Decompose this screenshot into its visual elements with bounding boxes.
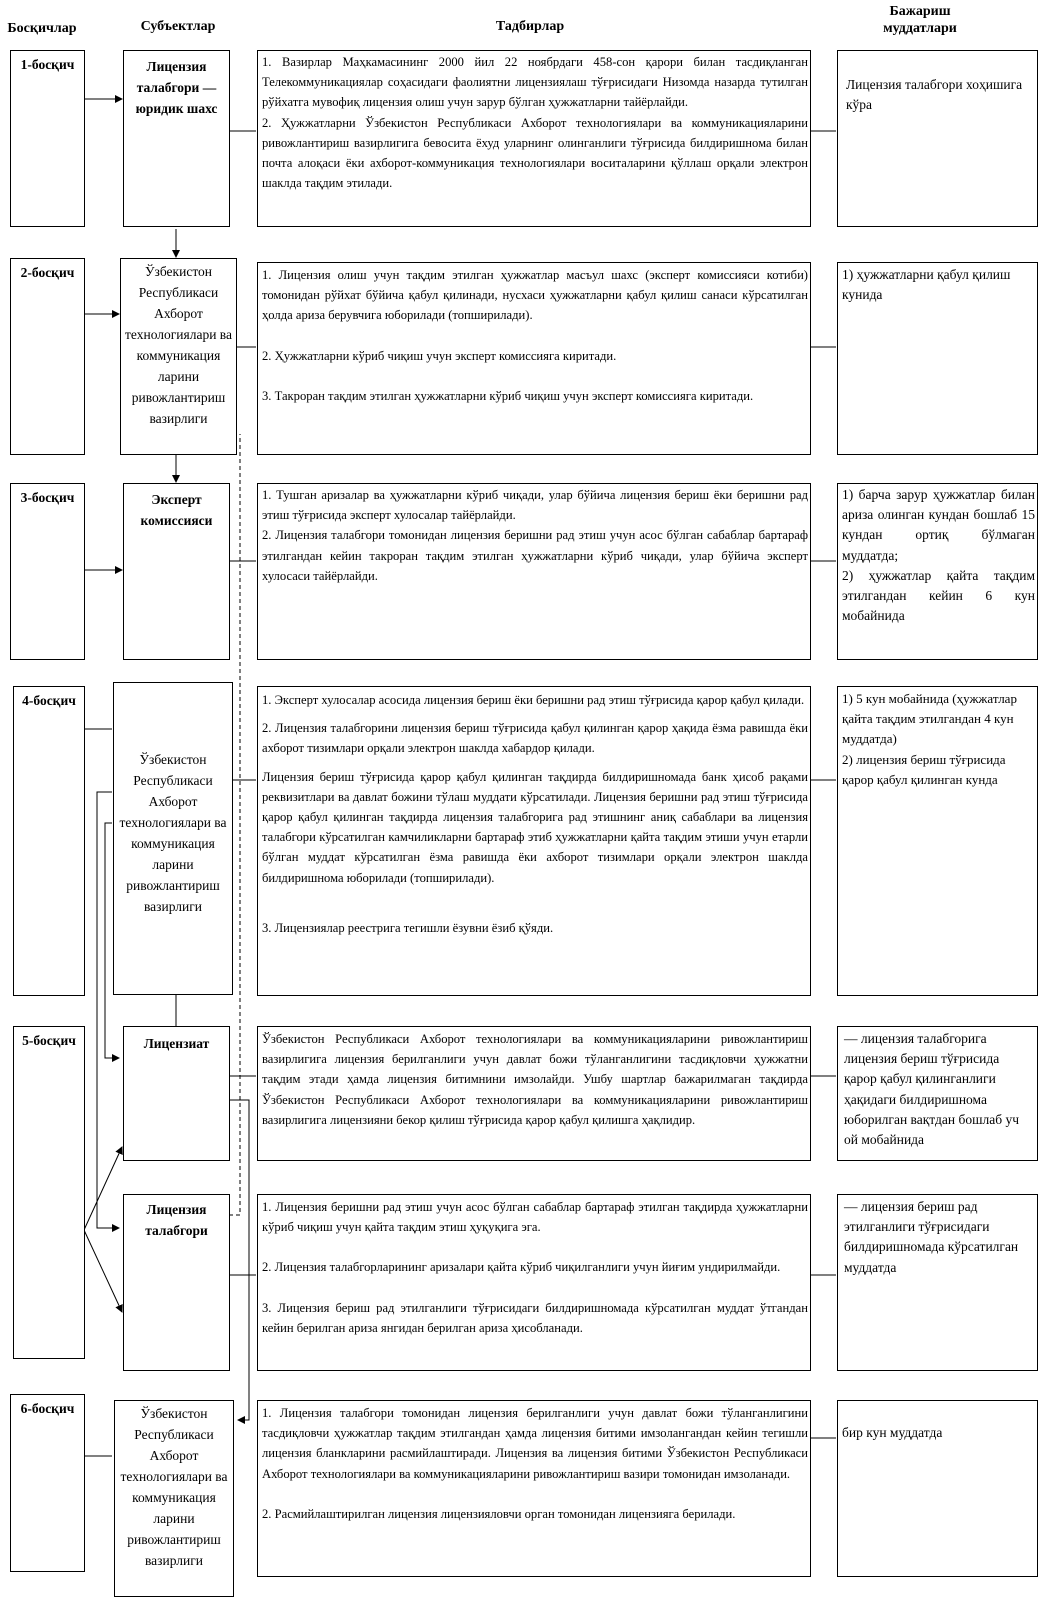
subject-licensee: Лицензиат <box>123 1026 230 1161</box>
action-item: 1. Тушган аризалар ва ҳужжатларни кўриб чиқади, улар бўйича лицензия бериш ёки беришни рад этиш тўғрисида эксперт хулосалар тайёрлайди. <box>262 488 808 523</box>
action-item: Ўзбекистон Республикаси Ахборот технологиялари ва коммуникацияларини ривожлантириш вазирлигига лицензия берилганлиги учун давлат божи тўланганлигини тасдиқловчи ҳужжатни тақдим этади ҳамда лицензия битимнини имзолайди. Ушбу шартлар бажарилмаган тақдирда Ўзбекистон Республикаси Ахборот технологиялари ва коммуникацияларини ривожлантириш вазирлигига лицензияни бекор қилиш тўғрисида қарор қабул қилишга ҳақлидир. <box>262 1032 808 1127</box>
actions-stage-4 <box>257 686 811 996</box>
subject-ministry-stage-6: Ўзбекистон Республикаси Ахборот технологиялари ва коммуникация ларини ривожлантириш вазирлиги <box>114 1400 234 1597</box>
subject-applicant: Лицензия талабгори <box>123 1194 230 1371</box>
stage-3-box: 3-босқич <box>10 483 85 660</box>
header-actions: Тадбирлар <box>495 19 565 34</box>
terms-stage-5-licensee <box>837 1026 1038 1161</box>
term-item: бир кун муддатда <box>842 1425 943 1440</box>
action-item: 3. Лицензиялар реестрига тегишли ёзувни ёзиб қўяди. <box>262 920 554 935</box>
stage-5-box: 5-босқич <box>13 1026 85 1359</box>
actions-stage-3 <box>257 483 811 660</box>
stage-1-box: 1-босқич <box>10 50 85 227</box>
stage-6-box: 6-босқич <box>10 1394 85 1572</box>
stage-4-box: 4-босқич <box>13 686 85 996</box>
actions-stage-1 <box>257 50 811 227</box>
action-item: 2. Лицензия талабгорларининг аризалари қайта кўриб чиқилганлиги учун йиғим ундирилмайди. <box>262 1260 781 1275</box>
action-item: 3. Лицензия бериш рад этилганлиги тўғрисидаги билдиришномада кўрсатилган муддат ўтгандан кейин берилган ариза янгидан берилган ариза ҳисобланади. <box>262 1300 808 1335</box>
subject-applicant-legal-entity: Лицензия талабгори — юридик шахс <box>123 50 230 227</box>
action-item: 2. Расмийлаштирилган лицензия лицензияловчи орган томонидан лицензияга берилади. <box>262 1506 736 1521</box>
terms-stage-1 <box>837 50 1038 227</box>
subject-ministry-stage-2: Ўзбекистон Республикаси Ахборот технологиялари ва коммуникация ларини ривожлантириш вазирлиги <box>120 258 237 455</box>
action-item: 2. Ҳужжатларни кўриб чиқиш учун эксперт комиссияга киритади. <box>262 348 617 363</box>
actions-stage-5-applicant <box>257 1194 811 1371</box>
action-item: 3. Такроран тақдим этилган ҳужжатларни кўриб чиқиш учун эксперт комиссияга киритади. <box>262 388 754 403</box>
terms-stage-5-applicant <box>837 1194 1038 1371</box>
subject-ministry-stage-4: Ўзбекистон Республикаси Ахборот технологиялари ва коммуникация ларини ривожлантириш вазирлиги <box>113 682 233 995</box>
actions-stage-6 <box>257 1400 811 1577</box>
term-item: 1) ҳужжатларни қабул қилиш кунида <box>842 267 1011 303</box>
term-item: 2) ҳужжатлар қайта тақдим этилгандан кейин 6 кун мобайнида <box>842 567 1035 624</box>
terms-stage-6 <box>837 1400 1038 1577</box>
action-item: 2. Лицензия талабгори томонидан лицензия беришни рад этиш учун асос бўлган сабаблар бартараф этилгандан кейин такроран тақдим этилган ҳужжатларни кўриб чиқади, улар бўйича эксперт хулосаси тайёрлайди. <box>262 528 808 583</box>
actions-stage-2 <box>257 262 811 455</box>
action-item: 1. Лицензия талабгори томонидан лицензия берилганлиги учун давлат божи тўланганлигини тасдиқловчи ҳужжатлар тақдим этилгандан ҳамда лицензия битими имзолангандан кейин тегишли лицензия бланкларини расмийлаштиради. Лицензия ва лицензия битими Ўзбекистон Республикаси Ахборот технологиялари ва коммуникацияларини ривожлантириш вазири томонидан имзоланади. <box>262 1406 808 1481</box>
header-subjects: Субъектлар <box>140 19 216 34</box>
header-terms: Бажариш муддатлари <box>883 4 957 36</box>
terms-stage-3 <box>837 483 1038 660</box>
subject-expert-commission: Эксперт комиссияси <box>123 483 230 660</box>
term-item: 1) 5 кун мобайнида (ҳужжатлар қайта тақдим этилгандан 4 кун муддатда) <box>842 691 1017 747</box>
action-item: 2. Ҳужжатларни Ўзбекистон Республикаси Ахборот технологиялари ва коммуникацияларини ривожлантириш вазирлигига бевосита ёхуд уларнинг олинганлиги тўғрисида билдиришнома билан почта алоқаси ёки ахборот-коммуникация технологиялари воситаларини қўллаш орқали электрон шаклда тақдим этилади. <box>262 115 808 191</box>
term-item: — лицензия бериш рад этилганлиги тўғрисидаги билдиришномада кўрсатилган муддатда <box>844 1199 1019 1275</box>
term-item: Лицензия талабгори хоҳишига кўра <box>846 77 1023 113</box>
terms-stage-4 <box>837 686 1038 996</box>
action-item: 1. Вазирлар Маҳкамасининг 2000 йил 22 ноябрдаги 458-сон қарори билан тасдиқланган Телекоммуникациялар соҳасидаги фаолиятни лицензиялаш тўғрисидаги Низомда назарда тутилган рўйхатга мувофиқ лицензия олиш учун зарур бўлган ҳужжатларни тайёрлайди. <box>262 55 808 110</box>
stage-2-box: 2-босқич <box>10 258 85 455</box>
action-item: 1. Эксперт хулосалар асосида лицензия бериш ёки беришни рад этиш тўғрисида қарор қабул қилади. <box>262 693 805 707</box>
term-item: — лицензия талабгорига лицензия бериш тўғрисида қарор қабул қилинганлиги ҳақидаги билдиришнома юборилган вақтдан бошлаб уч ой мобайнида <box>844 1031 1019 1148</box>
term-item: 1) барча зарур ҳужжатлар билан ариза олинган кундан бошлаб 15 кундан ортиқ бўлмаган муддатда; <box>842 487 1035 563</box>
action-item: Лицензия бериш тўғрисида қарор қабул қилинган тақдирда билдиришномада банк ҳисоб рақами реквизитлари ва давлат божини тўлаш муддати кўрсатилади. Лицензия беришни рад этиш тўғрисида қарор қабул қилинган тақдирда лицензия талабгорига рад этишнинг аниқ сабаблари ва лицензия талабгори кўрсатилган камчиликларни бартараф этиб ҳужжатларни қайта тақдим этиши учун етарли бўлган муддат кўрсатилган ёзма равишда ёки ахборот тизимлари орқали электрон шаклда билдиришнома юборилади (топширилади). <box>262 769 808 885</box>
action-item: 2. Лицензия талабгорини лицензия бериш тўғрисида қабул қилинган қарор ҳақида ёзма равишда ёки ахборот тизимлари орқали электрон шаклда хабардор қилади. <box>262 721 808 756</box>
action-item: 1. Лицензия беришни рад этиш учун асос бўлган сабаблар бартараф этилган тақдирда ҳужжатларни кўриб чиқиш учун қайта тақдим этиш ҳуқуқига эга. <box>262 1200 808 1235</box>
header-stages: Босқичлар <box>7 21 77 36</box>
action-item: 1. Лицензия олиш учун тақдим этилган ҳужжатлар масъул шахс (эксперт комиссияси котиби) томонидан рўйхат бўйича қабул қилинади, нусхаси ҳужжатларни қабул қилиш санаси кўрсатилган ҳолда ариза берувчига юборилади (топширилади). <box>262 268 808 323</box>
term-item: 2) лицензия бериш тўғрисида қарор қабул қилинган кунда <box>842 751 1006 787</box>
terms-stage-2 <box>837 262 1038 455</box>
actions-stage-5-licensee <box>257 1026 811 1161</box>
